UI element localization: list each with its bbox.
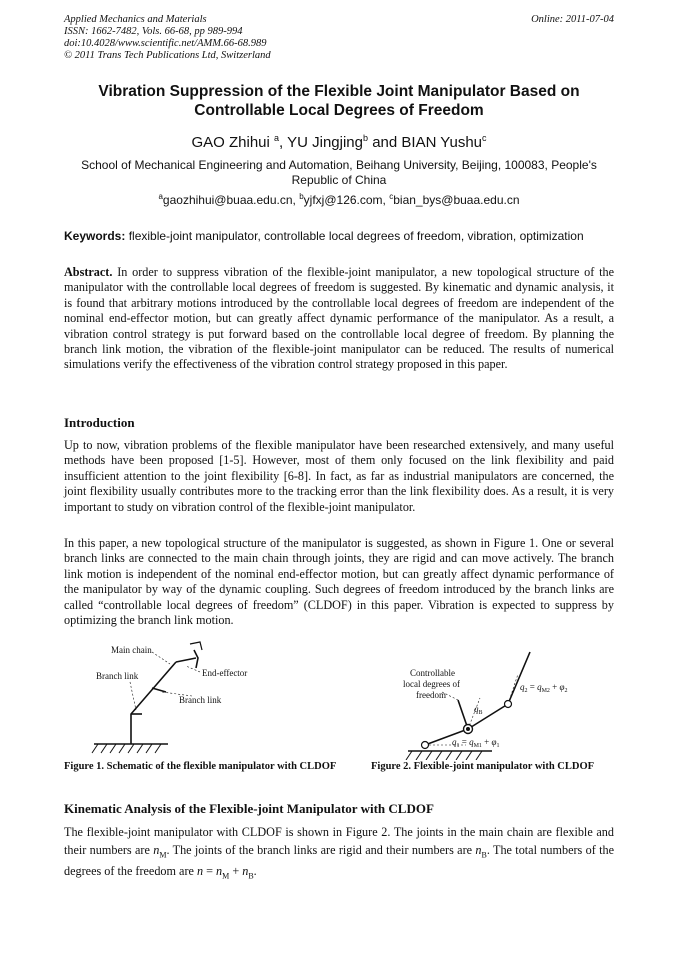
kin-sentence-3: . The total numbers of the degrees of the freedom are (64, 842, 615, 879)
author-3-sup: c (482, 133, 487, 143)
email-3-sup: c (389, 192, 394, 201)
end-effector-jaw (190, 642, 202, 650)
journal-header (64, 14, 271, 62)
joint-2-inner (466, 727, 470, 731)
kin-sentence-4: . (253, 864, 257, 879)
keywords (64, 229, 614, 243)
q2-reference (508, 674, 518, 704)
doi-line: doi:10.4028/www.scientific.net/AMM.66-68.989 (64, 38, 267, 49)
label-q2-equation: $q_2 = q_{M2} + \varphi_2$ (520, 682, 568, 694)
end-link (176, 658, 196, 662)
abstract-text: In order to suppress vibration of the flexible-joint manipulator, a new topological structure of the manipulator with the controllable local degrees of freedom is suggested. By kinematic and dynamic analysis, it is found that arbitrary motions introduced by the controllable local degrees of freedom are independent of the nominal end-effector motion, but can greatly affect dynamic performance of the manipulator. As a result, a vibration control strategy is put forward based on the controllable local degree of freedom. By planning the branch link motion, the vibration of the flexible-joint manipulator can be reduced. The results of numerical simulations verify the effectiveness of the vibration control strategy proposed in this paper. (64, 265, 614, 372)
intro-paragraph-2: In this paper, a new topological structure of the manipulator is suggested, as shown in Figure 1. One or several branch links are connected to the main chain through joints, they are rigid and can move actively. The branch link motion is independent of the nominal end-effector motion, but can greatly affect dynamic performance of the manipulator by way of the dynamic coupling. Such degrees of freedom introduced by the branch links are called “controllable local degrees of freedom” (CLDOF) in this paper. Vibration is expected to suppress by optimizing the branch link motion. (64, 536, 614, 628)
math-n-equation: $n = n_M + n_B$ (196, 864, 254, 881)
online-date: Online: 2011-07-04 (531, 14, 614, 25)
figure-1-schematic (64, 638, 364, 760)
author-list: GAO Zhihui $^a$, YU Jingjing$^b$ and BIAN Yushu$^c$ (191, 133, 487, 151)
issn-line: ISSN: 1662-7482, Vols. 66-68, pp 989-994 (64, 26, 243, 37)
leader-end-effector (186, 666, 200, 672)
kin-sentence-1: The flexible-joint manipulator with CLDOF is shown in Figure 2. The joints in the main chain are flexible and their numbers are (64, 825, 614, 857)
label-branch-link-right: Branch link (179, 695, 222, 705)
joint-1 (422, 742, 429, 749)
affiliation: School of Mechanical Engineering and Automation, Beihang University, Beijing, 100083, People's Republic of China (81, 158, 597, 187)
email-1-sup: a (158, 192, 163, 201)
email-1[interactable]: gaozhihui@buaa.edu.cn, (162, 193, 296, 207)
math-nB: $n_B$ (475, 842, 487, 859)
copyright-line: © 2011 Trans Tech Publications Ltd, Switzerland (64, 50, 271, 61)
label-end-effector: End-effector (202, 668, 248, 678)
label-branch-link-left: Branch link (96, 671, 139, 681)
keywords-text: flexible-joint manipulator, controllable local degrees of freedom, vibration, optimization (128, 229, 584, 243)
author-2-sup: b (363, 133, 369, 143)
leader-branch-left (130, 682, 136, 710)
ground-hatch (92, 744, 161, 753)
author-and: and (372, 134, 398, 151)
link-3 (508, 652, 530, 704)
email-2-sup: b (299, 192, 304, 201)
author-1: GAO Zhihui (191, 134, 270, 151)
leader-main-chain (152, 652, 170, 664)
label-q1-equation: $q_1 = q_{M1} + \varphi_1$ (452, 737, 500, 749)
author-3: BIAN Yushu (401, 134, 483, 151)
journal-name: Applied Mechanics and Materials (64, 14, 207, 25)
figure-2-flexible-joint (372, 638, 616, 760)
figure-2-caption: Figure 2. Flexible-joint manipulator with CLDOF (371, 761, 595, 772)
abstract (64, 265, 614, 373)
math-nM: $n_M$ (153, 842, 167, 859)
label-qB: $q_B$ (474, 704, 483, 716)
label-main-chain: Main chain (111, 645, 152, 655)
joint-3 (505, 701, 512, 708)
author-1-sup: a (274, 133, 280, 143)
intro-paragraph-1: Up to now, vibration problems of the flexible manipulator have been researched extensively, and many useful methods have been proposed [1-5]. However, most of them only focused on the link flexibility and paid insufficient attention to the joint flexibility [6-8]. In fact, as far as industrial manipulators are concerned, the joint flexibility usually contributes more to the tracking error than the link flexibility does. As a result, it is very important to study on vibration control of the flexible-joint manipulator. (64, 438, 614, 514)
email-2[interactable]: yjfxj@126.com, (303, 193, 386, 207)
keywords-label: Keywords: (64, 229, 126, 243)
kin-sentence-2: . The joints of the branch links are rigid and their numbers are (166, 842, 473, 857)
intro-heading: Introduction (64, 415, 135, 430)
title-line-1: Vibration Suppression of the Flexible Joint Manipulator Based on (98, 83, 580, 100)
kinematic-heading: Kinematic Analysis of the Flexible-joint Manipulator with CLDOF (64, 801, 434, 816)
email-3[interactable]: bian_bys@buaa.edu.cn (393, 193, 520, 207)
branch-link-2 (152, 688, 166, 692)
figure-1-caption: Figure 1. Schematic of the flexible manipulator with CLDOF (64, 761, 337, 772)
ground-hatch-2 (406, 751, 482, 760)
author-2: YU Jingjing (287, 134, 363, 151)
label-cldof-2: local degrees of (403, 679, 460, 689)
paper-title (64, 82, 614, 120)
kinematic-paragraph-1 (64, 824, 614, 885)
label-cldof-1: Controllable (410, 668, 455, 678)
abstract-label: Abstract. (64, 265, 113, 279)
email-list (64, 192, 614, 207)
label-cldof-3: freedom (416, 690, 446, 700)
title-line-2: Controllable Local Degrees of Freedom (194, 102, 484, 119)
